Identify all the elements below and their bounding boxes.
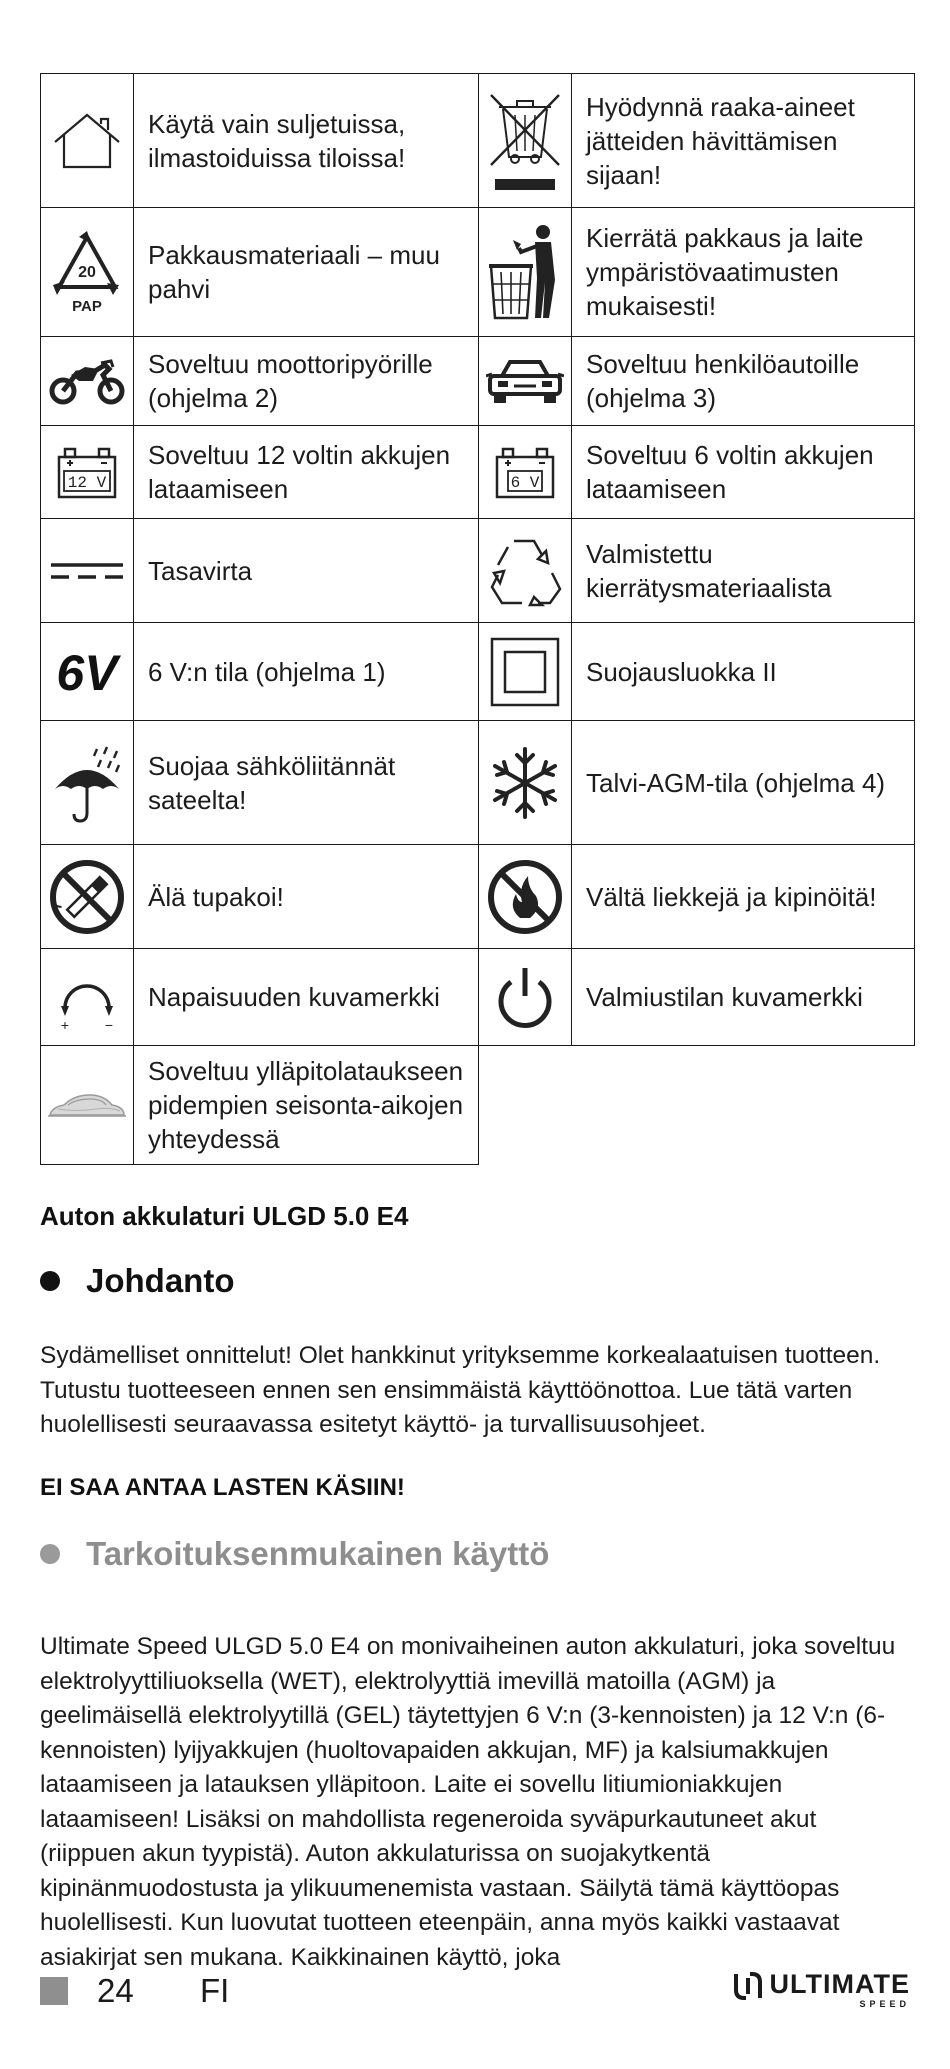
table-row bbox=[41, 337, 915, 426]
symbol-description: Napaisuuden kuvamerkki bbox=[134, 949, 479, 1046]
symbol-cell bbox=[479, 337, 572, 426]
symbol-description: Älä tupakoi! bbox=[134, 845, 479, 949]
section-heading-intro bbox=[40, 1262, 234, 1300]
recycled-material-icon bbox=[486, 533, 564, 609]
symbol-description: Hyödynnä raaka-aineet jätteiden hävittämisen sijaan! bbox=[572, 74, 915, 208]
table-row bbox=[41, 426, 915, 519]
symbol-description: Tasavirta bbox=[134, 519, 479, 623]
symbol-description: Soveltuu moottoripyörille (ohjelma 2) bbox=[134, 337, 479, 426]
symbol-cell bbox=[479, 426, 572, 519]
symbol-description: Talvi-AGM-tila (ohjelma 4) bbox=[572, 721, 915, 845]
battery-voltage-label: 12 V bbox=[67, 474, 107, 492]
brand-logo bbox=[732, 1969, 910, 2009]
symbol-cell bbox=[41, 519, 134, 623]
recycle-pap20-icon bbox=[51, 229, 123, 315]
plus-sign: + bbox=[60, 1017, 70, 1030]
mode-badge: 6V bbox=[56, 644, 118, 701]
table-row bbox=[41, 208, 915, 337]
brand-name: ULTIMATE bbox=[769, 1969, 910, 1999]
symbol-cell bbox=[479, 949, 572, 1046]
table-row bbox=[41, 949, 915, 1046]
symbol-description: Pakkausmateriaali – muu pahvi bbox=[134, 208, 479, 337]
crossed-bin-icon bbox=[485, 87, 565, 195]
pap-label: PAP bbox=[72, 298, 102, 315]
ultimate-logo-icon bbox=[732, 1970, 764, 2002]
symbol-cell bbox=[479, 208, 572, 337]
six-volt-mode-icon bbox=[47, 642, 127, 702]
symbol-description: 6 V:n tila (ohjelma 1) bbox=[134, 623, 479, 721]
tidyman-bin-icon bbox=[485, 222, 565, 322]
symbol-description: Soveltuu henkilöautoille (ohjelma 3) bbox=[572, 337, 915, 426]
intro-paragraph: Sydämelliset onnittelut! Olet hankkinut yrityksemme korkealaatuisen tuotteen. Tutustu tuotteeseen ennen sen ensimmäistä käyttöönottoa. Lue tätä varten huolellisesti seuraavassa esitetyt käyttö- ja turvallisuusohjeet. bbox=[40, 1342, 881, 1438]
symbol-cell bbox=[479, 845, 572, 949]
symbol-description: Valmistettu kierrätysmateriaalista bbox=[572, 519, 915, 623]
symbol-description: Suojaa sähköliitännät sateelta! bbox=[134, 721, 479, 845]
polarity-icon bbox=[51, 964, 123, 1030]
pap-code: 20 bbox=[78, 264, 96, 281]
symbol-cell bbox=[479, 74, 572, 208]
car-icon bbox=[486, 356, 564, 406]
symbol-table bbox=[40, 73, 915, 1165]
symbol-description: Käytä vain suljetuissa, ilmastoiduissa tiloissa! bbox=[134, 74, 479, 208]
child-warning: EI SAA ANTAA LASTEN KÄSIIN! bbox=[40, 1474, 405, 1501]
motorcycle-icon bbox=[49, 357, 125, 405]
table-row bbox=[41, 1046, 915, 1165]
symbol-description: Kierrätä pakkaus ja laite ympäristövaatimusten mukaisesti! bbox=[572, 208, 915, 337]
symbol-cell bbox=[479, 519, 572, 623]
symbol-description: Soveltuu 6 voltin akkujen lataamiseen bbox=[572, 426, 915, 519]
symbol-cell bbox=[479, 623, 572, 721]
footer-marker bbox=[40, 1977, 68, 2005]
table-row bbox=[41, 721, 915, 845]
symbol-description: Soveltuu 12 voltin akkujen lataamiseen bbox=[134, 426, 479, 519]
bullet-icon bbox=[40, 1544, 60, 1564]
brand-text bbox=[770, 1969, 910, 2009]
table-row bbox=[41, 845, 915, 949]
symbol-cell bbox=[41, 74, 134, 208]
symbol-cell bbox=[41, 337, 134, 426]
section-heading-intended-use bbox=[40, 1535, 549, 1573]
house-icon bbox=[51, 110, 123, 172]
section-title: Tarkoituksenmukainen käyttö bbox=[86, 1535, 550, 1572]
bullet-icon bbox=[40, 1271, 60, 1291]
symbol-description: Suojausluokka II bbox=[572, 623, 915, 721]
protection-class-ii-icon bbox=[489, 636, 561, 708]
umbrella-rain-icon bbox=[49, 743, 125, 823]
battery-voltage-label: 6 V bbox=[510, 474, 540, 492]
no-smoking-icon bbox=[48, 858, 126, 936]
battery-12v-icon bbox=[53, 443, 121, 501]
page-number: 24 bbox=[97, 1972, 134, 2009]
minus-sign: − bbox=[104, 1017, 114, 1030]
symbol-cell bbox=[41, 1046, 134, 1165]
no-open-flame-icon bbox=[486, 858, 564, 936]
battery-6v-icon bbox=[491, 443, 559, 501]
symbol-cell bbox=[479, 721, 572, 845]
symbol-description: Valmiustilan kuvamerkki bbox=[572, 949, 915, 1046]
symbol-cell bbox=[41, 426, 134, 519]
brand-subtitle: SPEED bbox=[859, 1999, 910, 2009]
covered-car-icon bbox=[46, 1085, 128, 1125]
snowflake-icon bbox=[487, 745, 563, 821]
table-row bbox=[41, 74, 915, 208]
symbol-description: Vältä liekkejä ja kipinöitä! bbox=[572, 845, 915, 949]
empty-cell bbox=[479, 1046, 915, 1165]
product-heading: Auton akkulaturi ULGD 5.0 E4 bbox=[40, 1201, 409, 1231]
language-code: FI bbox=[200, 1972, 230, 2009]
symbol-cell bbox=[41, 208, 134, 337]
symbol-cell bbox=[41, 623, 134, 721]
section-title: Johdanto bbox=[86, 1262, 235, 1299]
symbol-cell bbox=[41, 845, 134, 949]
symbol-description: Soveltuu ylläpitolataukseen pidempien seisonta-aikojen yhteydessä bbox=[134, 1046, 479, 1165]
symbol-cell bbox=[41, 949, 134, 1046]
direct-current-icon bbox=[49, 559, 125, 583]
intended-use-paragraph: Ultimate Speed ULGD 5.0 E4 on monivaiheinen auton akkulaturi, joka soveltuu elektrolyyttiliuoksella (WET), elektrolyyttiä imevillä matoilla (AGM) ja geelimäisellä elektrolyytillä (GEL) täytettyjen 6 V:n (3-kennoisten) ja 12 V:n (6-kennoisten) lyijyakkujen (huoltovapaiden akkujan, MF) ja kalsiumakkujen lataamiseen ja latauksen ylläpitoon. Laite ei sovellu litiumioniakkujen lataamiseen! Lisäksi on mahdollista regeneroida syväpurkautuneet akut (riippuen akun tyypistä). Auton akkulaturissa on suojakytkentä kipinänmuodostusta ja ylikuumenemista vastaan. Säilytä tämä käyttöopas huolellisesti. Kun luovutat tuotteen eteenpäin, anna myös kaikki vastaavat asiakirjat sen mukana. Kaikkinainen käyttö, joka bbox=[40, 1633, 896, 1971]
table-row bbox=[41, 623, 915, 721]
table-row bbox=[41, 519, 915, 623]
standby-power-icon bbox=[493, 962, 557, 1032]
symbol-cell bbox=[41, 721, 134, 845]
